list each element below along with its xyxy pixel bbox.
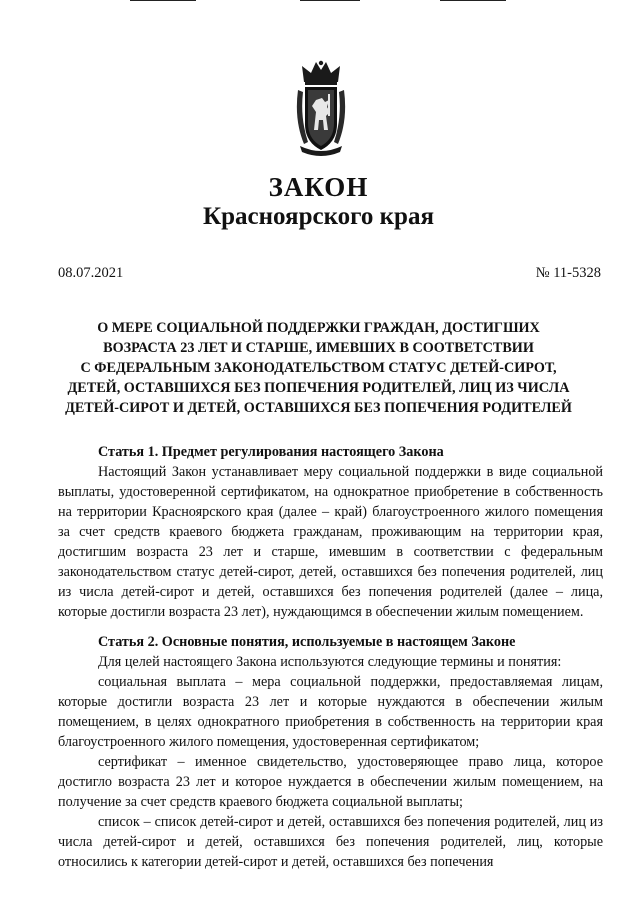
heading-line: С ФЕДЕРАЛЬНЫМ ЗАКОНОДАТЕЛЬСТВОМ СТАТУС ДЕТЕЙ-СИРОТ, [80, 360, 557, 376]
term-definition: список – список детей-сирот и детей, оставшихся без попечения родителей, лиц из числа детей-сирот и детей, оставшихся без попечения родителей, лиц, которые относились к категории детей-сирот и детей, оставшихся без попечения [58, 814, 603, 870]
law-heading [36, 318, 601, 418]
coat-of-arms-emblem [294, 60, 348, 156]
scan-artifact-line [440, 0, 506, 1]
article-1 [58, 442, 603, 622]
article-heading: Статья 2. Основные понятия, используемые в настоящем Законе [98, 634, 516, 650]
heading-line: ДЕТЕЙ, ОСТАВШИХСЯ БЕЗ ПОПЕЧЕНИЯ РОДИТЕЛЕЙ, ЛИЦ ИЗ ЧИСЛА [67, 380, 570, 396]
region-title: Красноярского края [203, 203, 434, 230]
article-intro: Для целей настоящего Закона используются следующие термины и понятия: [98, 654, 562, 670]
heading-line: ВОЗРАСТА 23 ЛЕТ И СТАРШЕ, ИМЕВШИХ В СООТВЕТСТВИИ [103, 340, 534, 356]
scan-artifact-line [300, 0, 360, 1]
scan-artifact-line [130, 0, 196, 1]
article-heading: Статья 1. Предмет регулирования настоящего Закона [98, 444, 444, 460]
law-date: 08.07.2021 [58, 265, 124, 281]
article-2 [58, 632, 603, 872]
law-type-title: ЗАКОН [268, 172, 369, 202]
heading-line: О МЕРЕ СОЦИАЛЬНОЙ ПОДДЕРЖКИ ГРАЖДАН, ДОСТИГШИХ [97, 320, 540, 336]
article-paragraph: Настоящий Закон устанавливает меру социальной поддержки в виде социальной выплаты, удостоверенной сертификатом, на однократное приобретение в собственность на территории Красноярского края (далее – край) благоустроенного жилого помещения за счет средств краевого бюджета гражданам, проживающим на территории края, достигшим возраста 23 лет и старше, имевшим в соответствии с федеральным законодательством статус детей-сирот, детей, оставшихся без попечения родителей, лиц из числа детей-сирот и детей, оставшихся без попечения родителей (далее – лица, которые достигли возраста 23 лет), нуждающимся в обеспечении жилым помещением. [58, 464, 603, 620]
term-definition: сертификат – именное свидетельство, удостоверяющее право лица, которое достигло возраста 23 лет и которое нуждается в обеспечении жилым помещением, на получение за счет средств краевого бюджета социальной выплаты; [58, 754, 603, 810]
law-number: № 11-5328 [535, 265, 601, 281]
term-definition: социальная выплата – мера социальной поддержки, предоставляемая лицам, которые достигли возраста 23 лет и которые нуждаются в обеспечении жилым помещением, в целях однократного приобретения в собственность на территории края благоустроенного жилого помещения, удостоверенная сертификатом; [58, 674, 603, 750]
heading-line: ДЕТЕЙ-СИРОТ И ДЕТЕЙ, ОСТАВШИХСЯ БЕЗ ПОПЕЧЕНИЯ РОДИТЕЛЕЙ [65, 400, 572, 416]
